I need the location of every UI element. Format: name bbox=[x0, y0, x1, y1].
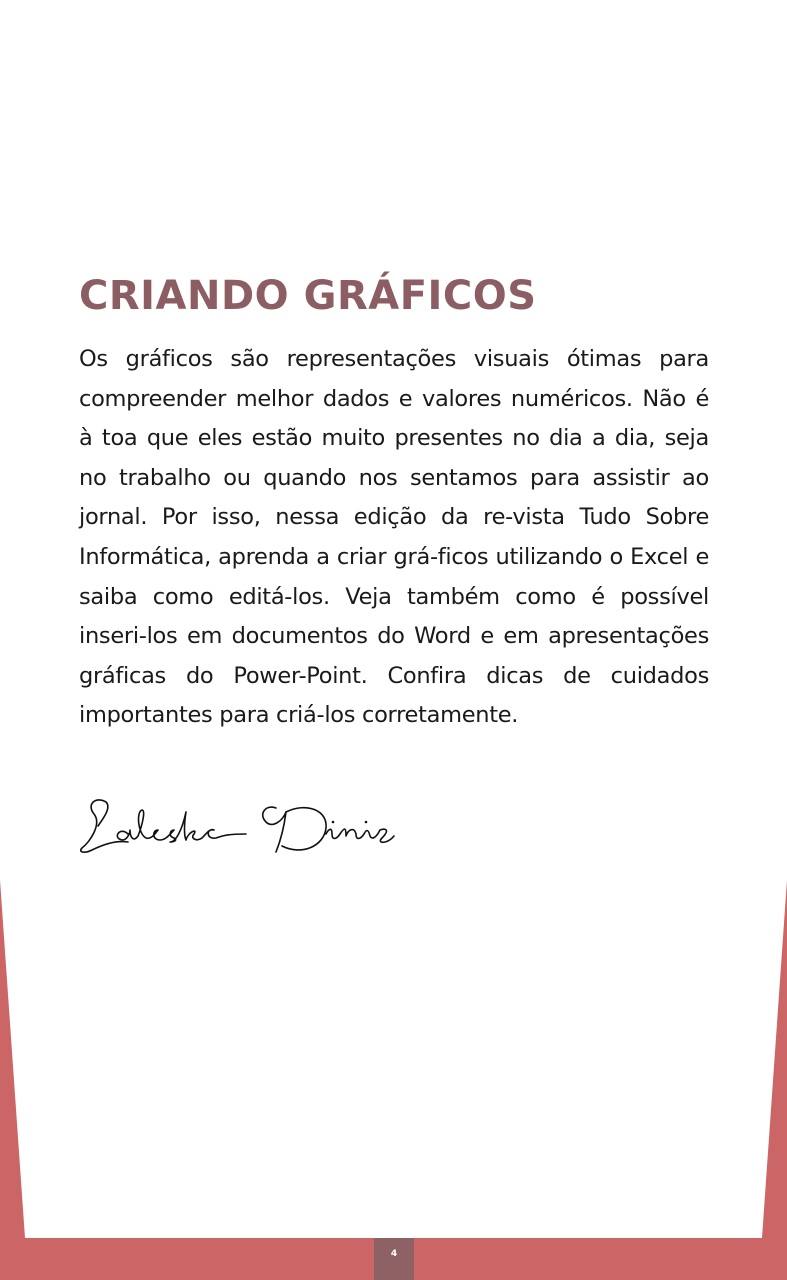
article bbox=[79, 270, 709, 736]
article-title: CRIANDO GRÁFICOS bbox=[79, 273, 537, 319]
right-accent-band bbox=[762, 880, 787, 1238]
left-accent-band bbox=[0, 880, 25, 1238]
signature-laleska-diniz bbox=[76, 790, 406, 860]
article-body: Os gráficos são representações visuais ótimas para compreender melhor dados e valores numéricos. Não é à toa que eles estão muito presentes no dia a dia, seja no trabalho ou quando nos sentamos para assistir ao jornal. Por isso, nessa edição da re-vista Tudo Sobre Informática, aprenda a criar grá-ficos utilizando o Excel e saiba como editá-los. Veja também como é possível inseri-los em documentos do Word e em apresentações gráficas do Power-Point. Confira dicas de cuidados importantes para criá-los corretamente. bbox=[79, 346, 709, 729]
page-number-badge: 4 bbox=[374, 1238, 414, 1280]
